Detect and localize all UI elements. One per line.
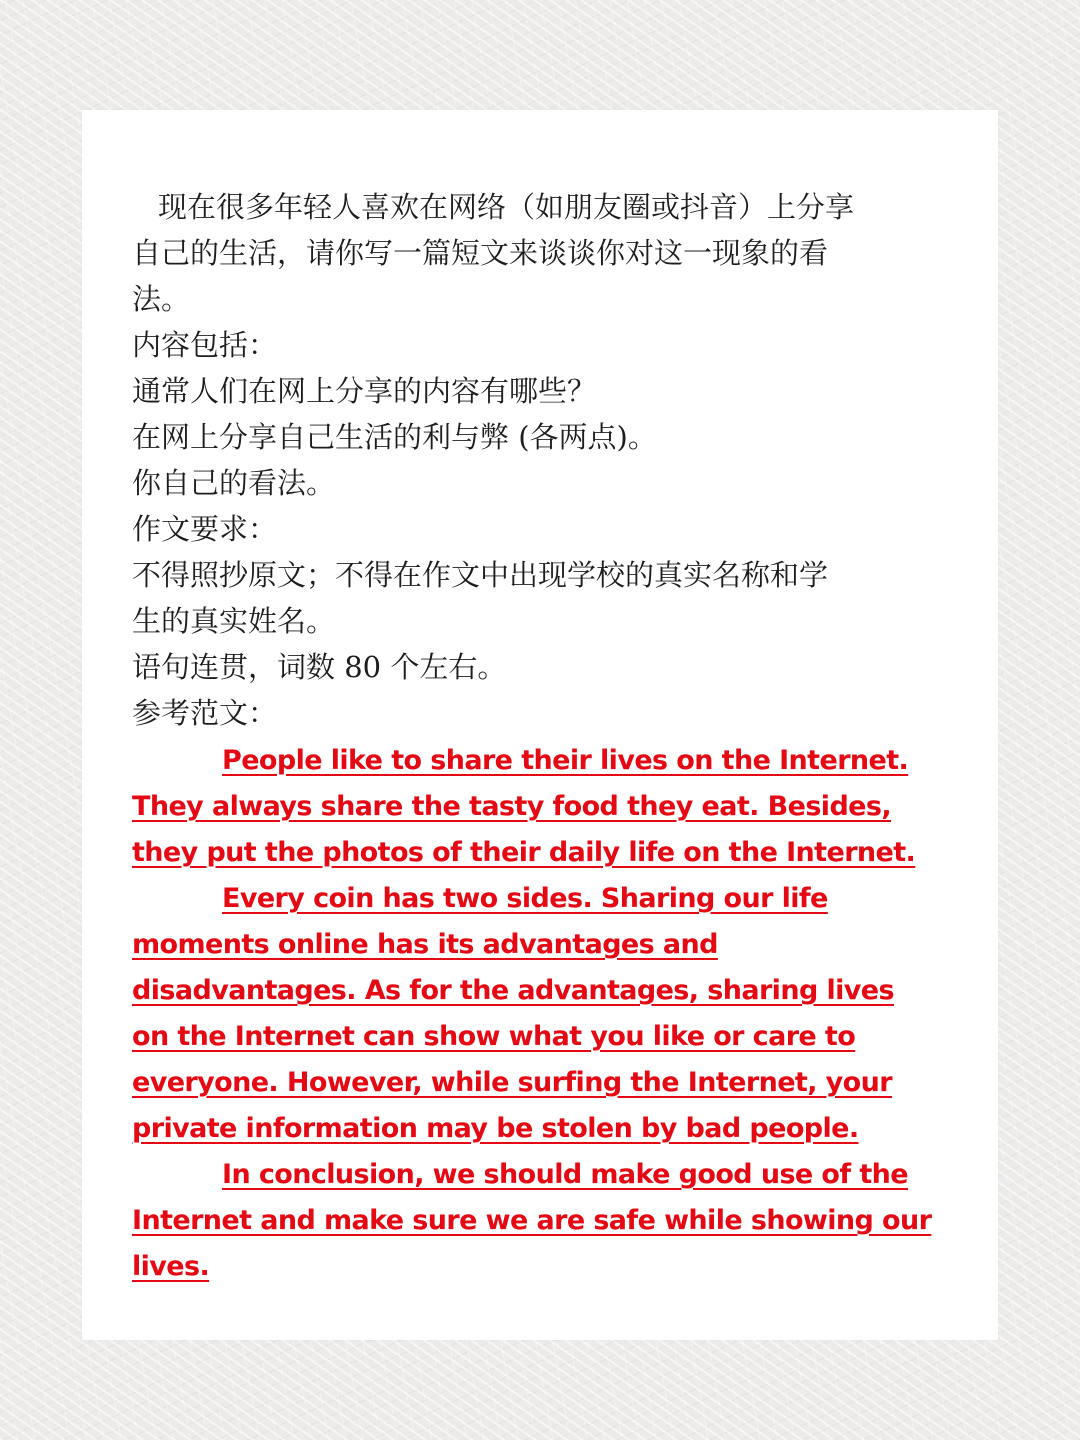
essay-line: everyone. However, while surfing the Internet, your (132, 1067, 892, 1098)
essay-paragraph-3 (132, 1152, 962, 1290)
essay-line: moments online has its advantages and (132, 929, 718, 960)
requirements-heading: 作文要求： (132, 512, 278, 546)
essay-paragraph-1 (132, 738, 962, 876)
content-heading: 内容包括： (132, 328, 278, 362)
requirement-line: 生的真实姓名。 (132, 604, 336, 638)
content-item: 在网上分享自己生活的利与弊 (各两点)。 (132, 420, 657, 454)
essay-line: In conclusion, we should make good use of the (222, 1159, 908, 1190)
requirement-line: 语句连贯，词数 80 个左右。 (132, 650, 507, 684)
essay-line: They always share the tasty food they eat. Besides, (132, 791, 892, 822)
essay-line: Every coin has two sides. Sharing our life (222, 883, 828, 914)
document-card (82, 110, 998, 1340)
essay-line: Internet and make sure we are safe while showing our (132, 1205, 932, 1236)
essay-line: People like to share their lives on the Internet. (222, 745, 909, 776)
prompt-intro-line: 自己的生活，请你写一篇短文来谈谈你对这一现象的看 (132, 236, 829, 270)
writing-prompt (132, 184, 962, 736)
essay-line: on the Internet can show what you like or care to (132, 1021, 856, 1052)
sample-essay (132, 738, 962, 1290)
essay-line: private information may be stolen by bad people. (132, 1113, 859, 1144)
essay-line: they put the photos of their daily life on the Internet. (132, 837, 916, 868)
requirement-line: 不得照抄原文；不得在作文中出现学校的真实名称和学 (132, 558, 829, 592)
prompt-intro-line: 法。 (132, 282, 191, 316)
essay-line: lives. (132, 1251, 210, 1282)
sample-heading: 参考范文： (132, 696, 278, 730)
content-item: 你自己的看法。 (132, 466, 336, 500)
prompt-intro-line: 现在很多年轻人喜欢在网络（如朋友圈或抖音）上分享 (158, 190, 855, 224)
essay-paragraph-2 (132, 876, 962, 1152)
essay-line: disadvantages. As for the advantages, sharing lives (132, 975, 894, 1006)
content-item: 通常人们在网上分享的内容有哪些？ (132, 374, 597, 408)
